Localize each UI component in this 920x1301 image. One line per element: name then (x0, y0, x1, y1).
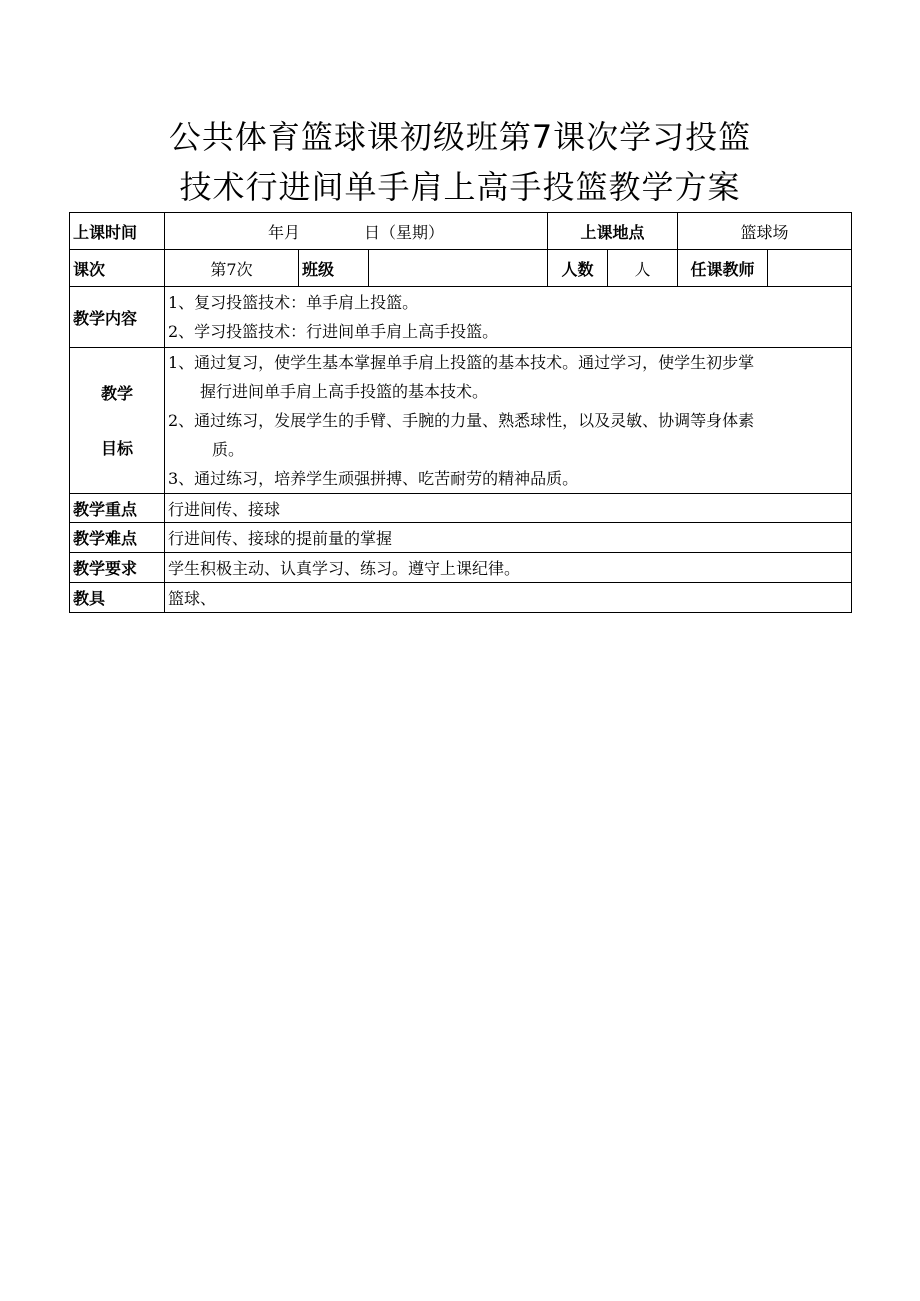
row-difficulty (70, 523, 852, 553)
row-equipment (70, 583, 852, 613)
session-value: 第7次 (165, 250, 299, 287)
row-requirement (70, 553, 852, 583)
row-key-point (70, 494, 852, 523)
goals-label-line1: 教学 (100, 383, 133, 403)
requirement-value: 学生积极主动、认真学习、练习。遵守上课纪律。 (165, 553, 852, 583)
goal-line: 1、通过复习，使学生基本掌握单手肩上投篮的基本技术。通过学习，使学生初步掌 (168, 353, 755, 372)
goals-label-line2: 目标 (100, 438, 133, 458)
place-label: 上课地点 (548, 213, 678, 250)
goals-label (70, 348, 165, 494)
session-label: 课次 (70, 250, 165, 287)
goal-line: 3、通过练习，培养学生顽强拼搏、吃苦耐劳的精神品质。 (168, 469, 579, 488)
row-session-class (70, 250, 852, 287)
equipment-label: 教具 (70, 583, 165, 613)
teacher-label: 任课教师 (678, 250, 768, 287)
lesson-plan-table (69, 212, 852, 613)
row-time-place (70, 213, 852, 250)
time-label: 上课时间 (70, 213, 165, 250)
time-value: 年月 日（星期） (165, 213, 548, 250)
count-value: 人 (608, 250, 678, 287)
class-label: 班级 (299, 250, 369, 287)
content-list (165, 287, 852, 348)
document-title-line2: 技术行进间单手肩上高手投篮教学方案 (179, 168, 741, 206)
content-item: 1、复习投篮技术：单手肩上投篮。 (168, 293, 419, 312)
class-value (369, 250, 548, 287)
difficulty-label: 教学难点 (70, 523, 165, 553)
document-title-line1: 公共体育篮球课初级班第7课次学习投篮 (168, 118, 752, 156)
content-label: 教学内容 (70, 287, 165, 348)
goal-line: 握行进间单手肩上高手投篮的基本技术。 (200, 382, 489, 401)
row-content (70, 287, 852, 348)
goals-list (165, 348, 852, 494)
difficulty-value: 行进间传、接球的提前量的掌握 (165, 523, 852, 553)
key-point-label: 教学重点 (70, 494, 165, 523)
teacher-value (768, 250, 852, 287)
content-item: 2、学习投篮技术：行进间单手肩上高手投篮。 (168, 322, 499, 341)
goal-line: 质。 (212, 440, 245, 459)
row-goals (70, 348, 852, 494)
equipment-value: 篮球、 (165, 583, 852, 613)
place-value: 篮球场 (678, 213, 852, 250)
requirement-label: 教学要求 (70, 553, 165, 583)
key-point-value: 行进间传、接球 (165, 494, 852, 523)
goal-line: 2、通过练习，发展学生的手臂、手腕的力量、熟悉球性，以及灵敏、协调等身体素 (168, 411, 755, 430)
count-label: 人数 (548, 250, 608, 287)
